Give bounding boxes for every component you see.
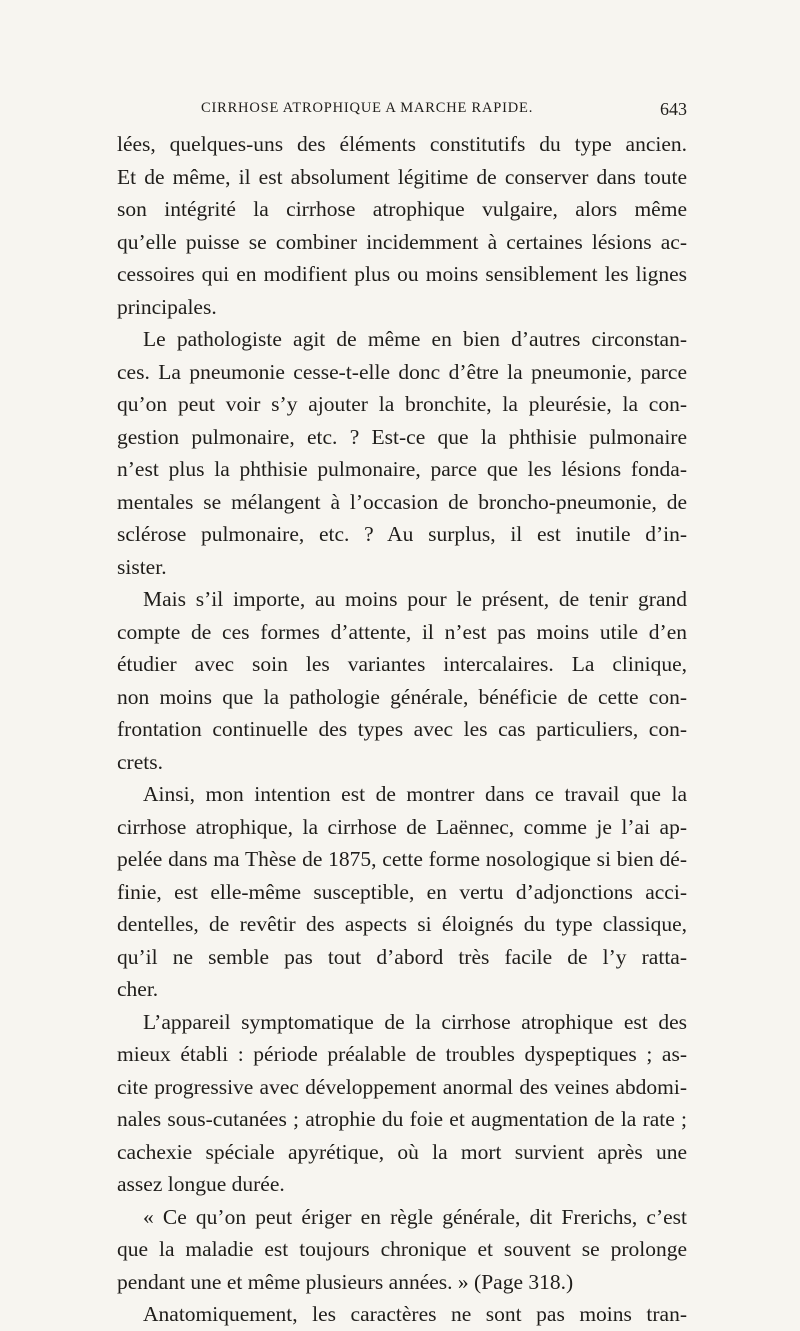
- text-line: compte de ces formes d’attente, il n’est pas moins utile d’en: [117, 619, 687, 644]
- text-line: mentales se mélangent à l’occasion de broncho-pneumonie, de: [117, 489, 687, 514]
- text-line: Mais s’il importe, au moins pour le présent, de tenir grand: [143, 587, 687, 611]
- text-line: n’est plus la phthisie pulmonaire, parce que les lésions fonda-: [117, 457, 687, 481]
- text-line: qu’elle puisse se combiner incidemment à certaines lésions ac-: [117, 229, 687, 254]
- text-line: ces. La pneumonie cesse-t-elle donc d’être la pneumonie, parce: [117, 359, 687, 384]
- text-line: cachexie spéciale apyrétique, où la mort survient après une: [117, 1139, 687, 1164]
- text-line: que la maladie est toujours chronique et souvent se prolonge: [117, 1237, 687, 1261]
- text-line: Et de même, il est absolument légitime de conserver dans toute: [117, 164, 687, 189]
- running-title: CIRRHOSE ATROPHIQUE A MARCHE RAPIDE.: [201, 100, 534, 116]
- text-line: cessoires qui en modifient plus ou moins sensiblement les lignes: [117, 262, 687, 286]
- text-line: « Ce qu’on peut ériger en règle générale, dit Frerichs, c’est: [143, 1204, 687, 1229]
- page-header: [117, 100, 687, 122]
- text-line: qu’on peut voir s’y ajouter la bronchite, la pleurésie, la con-: [117, 392, 687, 416]
- text-line: Ainsi, mon intention est de montrer dans ce travail que la: [143, 782, 687, 806]
- text-line: son intégrité la cirrhose atrophique vulgaire, alors même: [117, 197, 687, 221]
- text-line: assez longue durée.: [117, 1172, 285, 1196]
- text-line: pelée dans ma Thèse de 1875, cette forme nosologique si bien dé-: [117, 847, 687, 871]
- text-line: dentelles, de revêtir des aspects si éloignés du type classique,: [117, 912, 687, 936]
- text-line: cirrhose atrophique, la cirrhose de Laënnec, comme je l’ai ap-: [117, 814, 687, 839]
- text-line: L’appareil symptomatique de la cirrhose atrophique est des: [143, 1009, 687, 1034]
- text-line: cher.: [117, 977, 159, 1001]
- text-line: étudier avec soin les variantes intercalaires. La clinique,: [117, 652, 687, 676]
- text-line: non moins que la pathologie générale, bénéficie de cette con-: [117, 684, 687, 709]
- text-line: gestion pulmonaire, etc. ? Est-ce que la phthisie pulmonaire: [117, 424, 687, 449]
- text-line: nales sous-cutanées ; atrophie du foie et augmentation de la rate ;: [117, 1107, 687, 1131]
- page-number: 643: [660, 99, 687, 119]
- text-line: crets.: [117, 749, 163, 774]
- text-line: Anatomiquement, les caractères ne sont pas moins tran-: [143, 1302, 687, 1326]
- text-line: mieux établi : période préalable de troubles dyspeptiques ; as-: [117, 1042, 687, 1066]
- text-line: frontation continuelle des types avec les cas particuliers, con-: [117, 717, 687, 741]
- text-line: Le pathologiste agit de même en bien d’autres circonstan-: [143, 327, 687, 351]
- text-line: finie, est elle-même susceptible, en vertu d’adjonctions acci-: [117, 879, 687, 904]
- text-line: qu’il ne semble pas tout d’abord très facile de l’y ratta-: [117, 944, 687, 969]
- text-line: cite progressive avec développement anormal des veines abdomi-: [117, 1074, 687, 1099]
- text-line: pendant une et même plusieurs années. » (Page 318.): [117, 1269, 574, 1294]
- text-line: sister.: [117, 554, 167, 579]
- body-text: [117, 128, 687, 1331]
- text-line: sclérose pulmonaire, etc. ? Au surplus, il est inutile d’in-: [117, 522, 687, 546]
- text-line: principales.: [117, 294, 217, 319]
- text-line: lées, quelques-uns des éléments constitutifs du type ancien.: [117, 132, 687, 156]
